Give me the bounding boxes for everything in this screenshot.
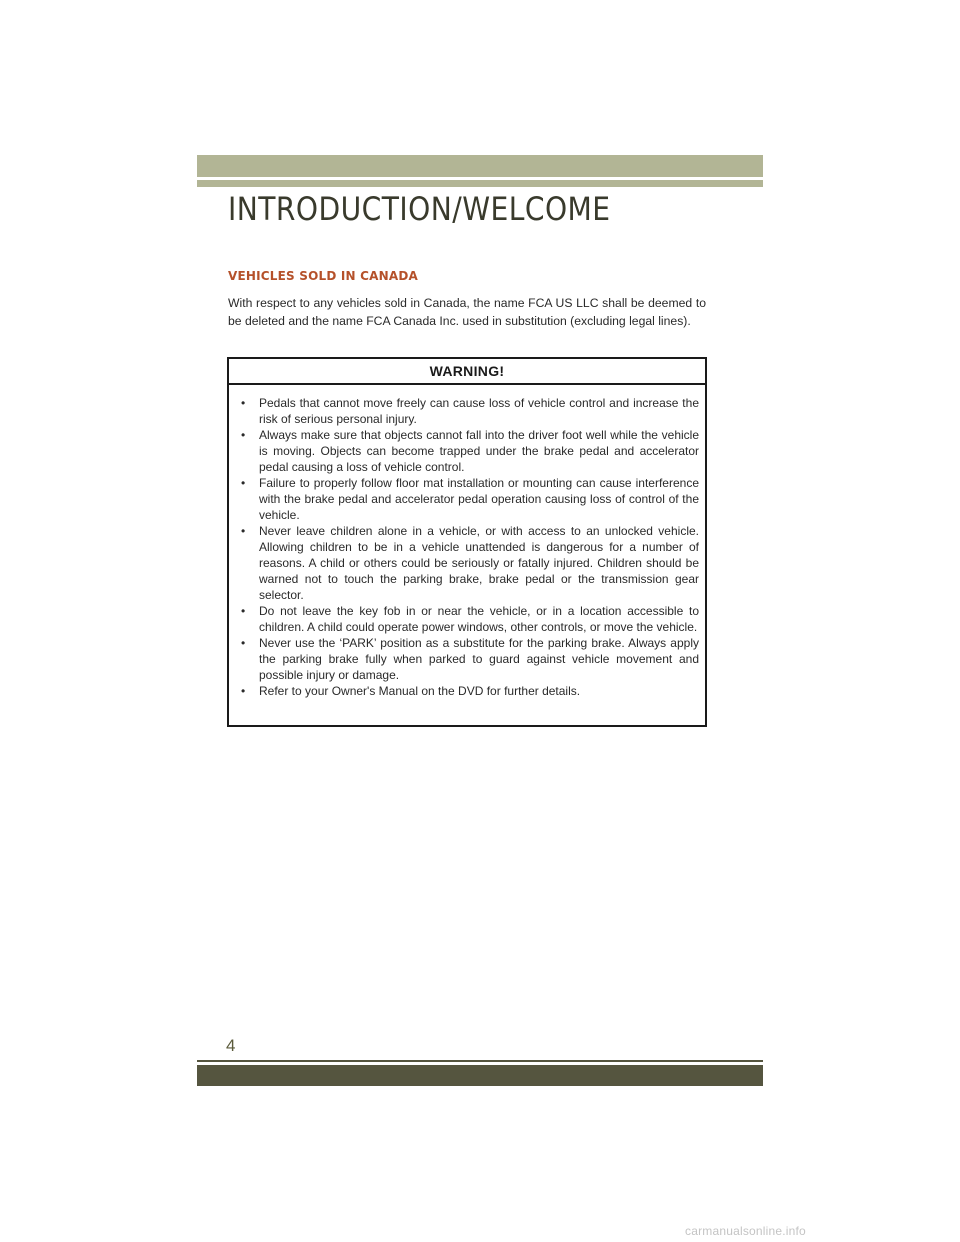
- warning-header: [229, 359, 705, 385]
- bullet-icon: •: [241, 476, 246, 490]
- header-band: [197, 155, 763, 177]
- section-heading: VEHICLES SOLD IN CANADA: [228, 269, 419, 283]
- bullet-icon: •: [241, 396, 246, 410]
- warning-item-text: Always make sure that objects cannot fall into the driver foot well while the vehicle is moving. Objects can become trapped under the brake pedal and accelerator pedal causing a loss of vehicle control.: [259, 428, 699, 474]
- warning-item-text: Do not leave the key fob in or near the vehicle, or in a location accessible to children. A child could operate power windows, other controls, or move the vehicle.: [259, 604, 699, 634]
- bullet-icon: •: [241, 684, 246, 698]
- warning-item-text: Failure to properly follow floor mat installation or mounting can cause interference with the brake pedal and accelerator pedal operation causing loss of control of the vehicle.: [259, 476, 699, 522]
- warning-item-text: Refer to your Owner's Manual on the DVD for further details.: [259, 684, 581, 698]
- warning-item: [239, 475, 699, 523]
- footer-band: [197, 1065, 763, 1086]
- header-band-rule: [197, 180, 763, 187]
- warning-item: [239, 635, 699, 683]
- page-section-title: INTRODUCTION/WELCOME: [228, 190, 611, 228]
- page-number: 4: [226, 1036, 236, 1055]
- warning-item: [239, 603, 699, 635]
- watermark-link[interactable]: carmanualsonline.info: [685, 1224, 806, 1238]
- warning-list: [229, 385, 705, 699]
- warning-title: WARNING!: [429, 363, 505, 379]
- bullet-icon: •: [241, 524, 246, 538]
- warning-item-text: Never use the ‘PARK’ position as a substitute for the parking brake. Always apply the parking brake fully when parked to guard against vehicle movement and possible injury or damage.: [259, 636, 699, 682]
- warning-item: [239, 427, 699, 475]
- bullet-icon: •: [241, 428, 246, 442]
- warning-item: [239, 395, 699, 427]
- bullet-icon: •: [241, 636, 246, 650]
- warning-item-text: Never leave children alone in a vehicle, or with access to an unlocked vehicle. Allowing children to be in a vehicle unattended is dangerous for a number of reasons. A child or others could be seriously or fatally injured. Children should be warned not to touch the parking brake, brake pedal or the transmission gear selector.: [259, 524, 699, 602]
- intro-paragraph: With respect to any vehicles sold in Canada, the name FCA US LLC shall be deemed to be deleted and the name FCA Canada Inc. used in substitution (excluding legal lines).: [228, 296, 706, 328]
- warning-box: [227, 357, 707, 727]
- warning-item: [239, 523, 699, 603]
- warning-item: [239, 683, 699, 699]
- bullet-icon: •: [241, 604, 246, 618]
- warning-item-text: Pedals that cannot move freely can cause loss of vehicle control and increase the risk of serious personal injury.: [259, 396, 699, 426]
- footer-band-rule: [197, 1060, 763, 1062]
